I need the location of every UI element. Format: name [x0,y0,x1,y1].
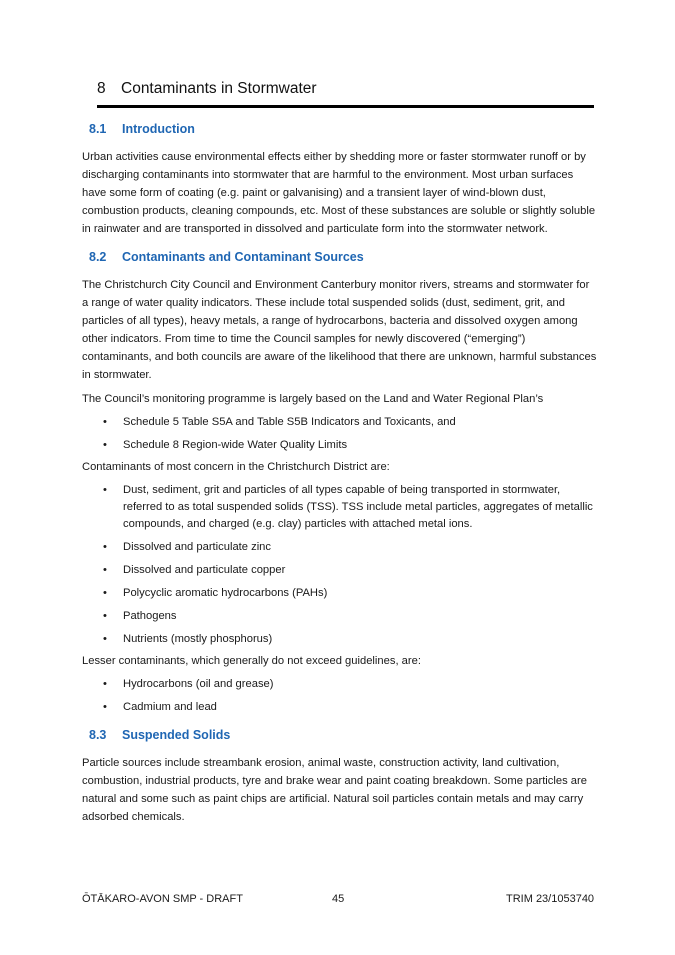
bullet-icon: • [103,587,107,599]
list-item-text: Dissolved and particulate zinc [123,541,271,553]
bullet-icon: • [103,610,107,622]
bullet-icon: • [103,541,107,553]
lesser-intro: Lesser contaminants, which generally do not exceed guidelines, are: [82,655,421,667]
page-content [82,119,597,826]
list-item-text: Hydrocarbons (oil and grease) [123,678,274,690]
list-item-text: Cadmium and lead [123,701,217,713]
section-heading-suspended-solids [82,725,597,745]
chapter-heading [97,80,594,98]
lesser-contaminants-list [82,676,597,716]
list-item [82,482,597,533]
list-item-text: Schedule 8 Region-wide Water Quality Limits [123,439,348,451]
list-item [82,608,597,625]
concern-intro: Contaminants of most concern in the Christchurch District are: [82,461,390,473]
list-item [82,699,597,716]
bullet-icon: • [103,633,107,645]
section-heading-introduction [82,119,597,139]
list-item-text: Pathogens [123,610,177,622]
section-number: 8.2 [89,250,107,264]
list-item [82,562,597,579]
section-number: 8.1 [89,122,107,136]
suspended-solids-paragraph: Particle sources include streambank erosion, animal waste, construction activity, land cultivation, combustion, industrial products, tyre and brake wear and paint coating breakdown. Some particles are natural and some such as paint chips are artificial. Natural soil particles contain metals and may carry adsorbed chemicals. [82,757,587,823]
list-item-text: Polycyclic aromatic hydrocarbons (PAHs) [123,587,328,599]
list-item-text: Schedule 5 Table S5A and Table S5B Indicators and Toxicants, and [123,416,456,428]
list-item [82,414,597,431]
plan-schedule-list [82,414,597,454]
list-item-text: Nutrients (mostly phosphorus) [123,633,273,645]
section-number: 8.3 [89,728,107,742]
list-item [82,585,597,602]
list-item [82,631,597,648]
section-heading-contaminant-sources [82,247,597,267]
list-item [82,437,597,454]
footer-document-title: ŌTĀKARO-AVON SMP - DRAFT [82,893,243,905]
footer-trim-reference: TRIM 23/1053740 [506,893,595,905]
programme-paragraph: The Council’s monitoring programme is largely based on the Land and Water Regional Plan’s [82,393,544,405]
bullet-icon: • [103,701,107,713]
bullet-icon: • [103,416,107,428]
footer-page-number: 45 [332,893,345,905]
list-item-text: Dust, sediment, grit and particles of all types capable of being transported in stormwater, referred to as total suspended solids (TSS). TSS include metal particles, aggregates of metallic compounds, and charged (e.g. clay) particles with attached metal ions. [123,484,593,530]
introduction-paragraph: Urban activities cause environmental effects either by shedding more or faster stormwater runoff or by discharging contaminants into stormwater that are harmful to the environment. Most urban surfaces have some form of coating (e.g. paint or galvanising) and a transient layer of wind-blown dust, combustion products, cleaning compounds, etc. Most of these substances are soluble or slightly soluble in rainwater and are transported in dissolved and particulate form into the stormwater network. [82,151,596,235]
section-title: Suspended Solids [122,728,231,742]
section-title: Introduction [122,122,195,136]
bullet-icon: • [103,678,107,690]
monitoring-paragraph: The Christchurch City Council and Environment Canterbury monitor rivers, streams and stormwater for a range of water quality indicators. These include total suspended solids (dust, sediment, grit, and particles of all types), heavy metals, a range of hydrocarbons, bacteria and dissolved oxygen among other indicators. From time to time the Council samples for newly discovered (“emerging”) contaminants, and both councils are aware of the likelihood that there are unknown, harmful substances in stormwater. [82,279,597,381]
list-item [82,539,597,556]
bullet-icon: • [103,564,107,576]
list-item-text: Dissolved and particulate copper [123,564,286,576]
list-item [82,676,597,693]
bullet-icon: • [103,439,107,451]
chapter-number: 8 [97,80,106,97]
chapter-title: Contaminants in Stormwater [121,80,317,97]
section-title: Contaminants and Contaminant Sources [122,250,364,264]
concern-contaminants-list [82,482,597,648]
chapter-rule [97,105,594,108]
bullet-icon: • [103,484,107,496]
